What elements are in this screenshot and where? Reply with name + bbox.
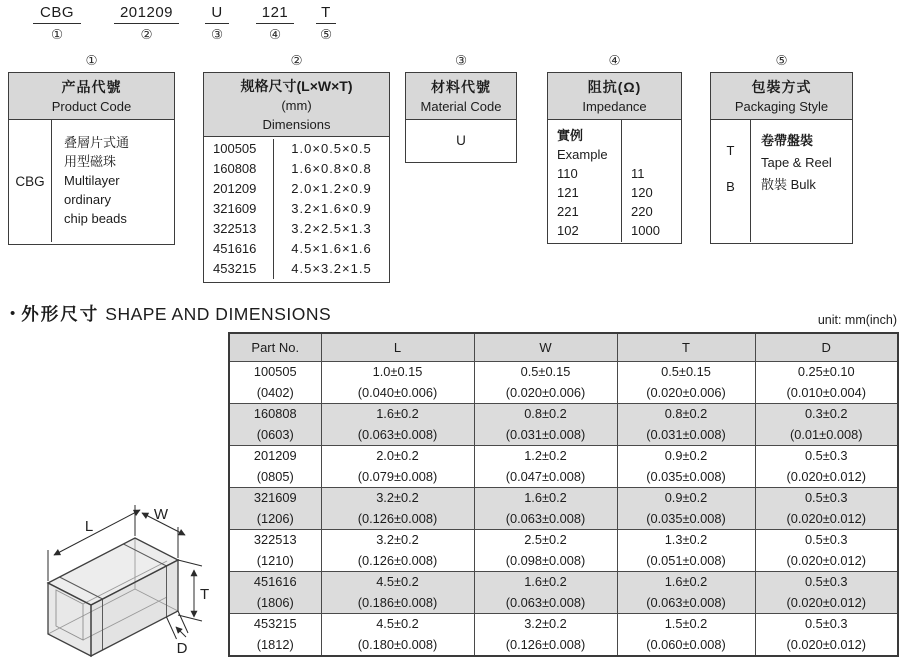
dimensions-title-en: Dimensions <box>262 116 331 132</box>
dimension-row <box>204 239 389 259</box>
circled-2: ② <box>290 53 303 68</box>
impedance-value <box>631 126 681 145</box>
code-text: 201209 <box>114 4 179 24</box>
code-text: 121 <box>256 4 294 24</box>
packaging-box <box>710 52 853 244</box>
cell-inch: (0.020±0.012) <box>786 510 867 526</box>
part-no: 100505 <box>253 364 297 379</box>
dimensions-title-zh: 规格尺寸(L×W×T) <box>240 77 353 94</box>
label-d: D <box>176 640 188 657</box>
size-code: 451616 <box>204 239 274 259</box>
product-code-title-en: Product Code <box>51 98 132 114</box>
cell-mm: 1.6±0.2 <box>524 574 567 589</box>
cell-mm: 2.0±0.2 <box>376 448 419 463</box>
packaging-desc-en: Tape & Reel <box>761 155 832 170</box>
shape-dimensions-table <box>228 332 899 657</box>
cell-mm: 0.5±0.3 <box>804 616 848 631</box>
section-title-zh: 外形尺寸 <box>21 304 100 324</box>
cell-inch: (0.040±0.006) <box>357 384 438 400</box>
impedance-value: 1000 <box>631 223 660 238</box>
dimension-row <box>204 219 389 239</box>
product-code-box <box>8 52 175 245</box>
impedance-code: 221 <box>557 204 579 219</box>
size-code: 321609 <box>204 199 274 219</box>
pkg-code: (1806) <box>256 594 294 610</box>
cell-inch: (0.126±0.008) <box>357 552 438 568</box>
pkg-code: (0805) <box>256 468 294 484</box>
cell-inch: (0.098±0.008) <box>505 552 586 568</box>
pkg-code: (0402) <box>256 384 294 400</box>
cell-mm: 1.3±0.2 <box>664 532 708 547</box>
material-title-en: Material Code <box>420 98 502 114</box>
cell-mm: 1.5±0.2 <box>664 616 708 631</box>
cell-mm: 4.5±0.2 <box>376 574 419 589</box>
circled-3: ③ <box>210 27 224 42</box>
material-title-zh: 材料代號 <box>431 78 491 95</box>
cell-mm: 0.5±0.3 <box>804 532 848 547</box>
section-title <box>10 301 331 326</box>
cell-inch: (0.063±0.008) <box>646 594 726 610</box>
cell-mm: 4.5±0.2 <box>376 616 419 631</box>
cell-inch: (0.035±0.008) <box>646 510 726 526</box>
cell-inch: (0.186±0.008) <box>357 594 438 610</box>
part-no: 453215 <box>253 616 297 631</box>
table-header-row <box>229 333 898 362</box>
packaging-code-t: T <box>726 143 735 158</box>
col-header-part-no: Part No. <box>229 333 321 362</box>
cell-mm: 0.5±0.15 <box>520 364 571 379</box>
pkg-code: (1812) <box>256 636 294 652</box>
impedance-box <box>547 52 682 244</box>
circled-2: ② <box>140 27 153 42</box>
code-text: CBG <box>33 4 81 24</box>
cell-mm: 0.5±0.15 <box>661 364 711 379</box>
cell-mm: 0.5±0.3 <box>804 490 848 505</box>
cell-inch: (0.031±0.008) <box>505 426 586 442</box>
impedance-title-en: Impedance <box>582 98 647 114</box>
dimension-row <box>204 179 389 199</box>
cell-mm: 0.8±0.2 <box>524 406 567 421</box>
packaging-code-b: B <box>726 179 735 194</box>
impedance-code: 121 <box>557 185 579 200</box>
packaging-title-zh: 包裝方式 <box>751 78 812 95</box>
cell-inch: (0.063±0.008) <box>505 594 586 610</box>
table-row <box>229 614 898 657</box>
material-code-box <box>405 52 517 163</box>
dimension-row <box>204 139 389 159</box>
cell-inch: (0.063±0.008) <box>505 510 586 526</box>
section-title-en: SHAPE AND DIMENSIONS <box>105 304 332 324</box>
product-code-value: CBG <box>9 120 52 242</box>
cell-inch: (0.047±0.008) <box>505 468 586 484</box>
size-value: 1.6×0.8×0.8 <box>291 161 372 176</box>
circled-3: ③ <box>454 53 468 68</box>
size-code: 322513 <box>204 219 274 239</box>
code-segment-packaging <box>316 4 336 43</box>
cell-inch: (0.060±0.008) <box>646 636 726 652</box>
table-row <box>229 530 898 572</box>
impedance-code: 102 <box>557 223 579 238</box>
code-segment-impedance <box>256 4 294 43</box>
impedance-code: 110 <box>557 166 578 181</box>
size-value: 4.5×1.6×1.6 <box>291 241 372 256</box>
impedance-value: 120 <box>631 185 653 200</box>
label-t: T <box>200 586 210 603</box>
material-code-value: U <box>456 132 466 148</box>
code-segment-product <box>33 4 81 43</box>
unit-label: unit: mm(inch) <box>817 313 897 327</box>
cell-inch: (0.020±0.012) <box>786 636 867 652</box>
packaging-desc-zh: 卷帶盤裝 <box>761 133 814 148</box>
col-header-l: L <box>321 333 474 362</box>
cell-mm: 0.9±0.2 <box>664 448 708 463</box>
table-row <box>229 488 898 530</box>
table-row <box>229 404 898 446</box>
label-l: L <box>84 518 94 535</box>
product-desc-line: Multilayer <box>64 173 120 188</box>
cell-inch: (0.035±0.008) <box>646 468 726 484</box>
pkg-code: (1210) <box>256 552 294 568</box>
cell-mm: 1.6±0.2 <box>664 574 708 589</box>
circled-5: ⑤ <box>775 53 788 68</box>
bullet-icon: • <box>10 305 16 322</box>
cell-mm: 0.5±0.3 <box>804 574 848 589</box>
part-no: 201209 <box>253 448 297 463</box>
size-code: 160808 <box>204 159 274 179</box>
cell-mm: 0.5±0.3 <box>804 448 848 463</box>
dimension-row <box>204 159 389 179</box>
packaging-title-en: Packaging Style <box>734 98 829 114</box>
cell-mm: 1.6±0.2 <box>524 490 567 505</box>
impedance-value: 11 <box>631 166 645 181</box>
part-no: 321609 <box>253 490 297 505</box>
pkg-code: (1206) <box>256 510 294 526</box>
product-desc-line: 叠層片式通 <box>64 135 130 150</box>
col-header-d: D <box>755 333 898 362</box>
size-value: 4.5×3.2×1.5 <box>291 261 372 276</box>
cell-mm: 0.25±0.10 <box>797 364 855 379</box>
code-text: U <box>205 4 229 24</box>
cell-inch: (0.063±0.008) <box>357 426 438 442</box>
table-row <box>229 446 898 488</box>
dimensions-box <box>203 52 390 283</box>
impedance-value <box>631 145 681 164</box>
impedance-example-en: Example <box>557 147 608 162</box>
table-row <box>229 572 898 614</box>
size-code: 453215 <box>204 259 274 279</box>
cell-inch: (0.020±0.012) <box>786 468 867 484</box>
impedance-value: 220 <box>631 204 653 219</box>
part-no: 322513 <box>253 532 297 547</box>
cell-inch: (0.020±0.012) <box>786 552 867 568</box>
cell-mm: 1.0±0.15 <box>372 364 423 379</box>
cell-inch: (0.126±0.008) <box>505 636 586 652</box>
circled-5: ⑤ <box>319 27 333 42</box>
code-segment-material <box>205 4 229 43</box>
size-value: 1.0×0.5×0.5 <box>291 141 372 156</box>
cell-mm: 1.2±0.2 <box>524 448 567 463</box>
cell-mm: 3.2±0.2 <box>376 532 419 547</box>
code-text: T <box>316 4 336 24</box>
label-w: W <box>153 506 169 523</box>
circled-4: ④ <box>608 53 621 68</box>
cell-inch: (0.01±0.008) <box>790 426 863 442</box>
shape-diagram <box>10 479 218 659</box>
cell-mm: 1.6±0.2 <box>376 406 419 421</box>
cell-inch: (0.180±0.008) <box>357 636 438 652</box>
impedance-example-zh: 實例 <box>557 128 584 143</box>
dimension-row <box>204 259 389 279</box>
cell-inch: (0.020±0.006) <box>646 384 726 400</box>
code-segment-dimensions <box>114 4 179 43</box>
pkg-code: (0603) <box>256 426 294 442</box>
size-value: 2.0×1.2×0.9 <box>291 181 372 196</box>
part-no: 451616 <box>253 574 297 589</box>
cell-inch: (0.051±0.008) <box>646 552 726 568</box>
cell-inch: (0.126±0.008) <box>357 510 438 526</box>
cell-inch: (0.020±0.012) <box>786 594 867 610</box>
cell-mm: 3.2±0.2 <box>524 616 567 631</box>
circled-1: ① <box>50 27 64 42</box>
product-desc-line: chip beads <box>64 211 127 226</box>
part-no: 160808 <box>253 406 297 421</box>
col-header-w: W <box>474 333 617 362</box>
product-desc-line: 用型磁珠 <box>64 154 117 169</box>
product-desc-line: ordinary <box>64 192 111 207</box>
size-code: 100505 <box>204 139 274 159</box>
col-header-t: T <box>617 333 755 362</box>
dimension-row <box>204 199 389 219</box>
circled-4: ④ <box>268 27 282 42</box>
cell-inch: (0.031±0.008) <box>646 426 726 442</box>
circled-1: ① <box>85 53 98 68</box>
dimensions-title-mm: (mm) <box>281 97 312 113</box>
cell-mm: 0.8±0.2 <box>664 406 708 421</box>
impedance-title-zh: 阻抗(Ω) <box>587 78 642 95</box>
packaging-desc-bulk: 散裝 Bulk <box>761 177 816 192</box>
cell-mm: 2.5±0.2 <box>524 532 567 547</box>
cell-inch: (0.020±0.006) <box>505 384 586 400</box>
size-value: 3.2×1.6×0.9 <box>291 201 372 216</box>
cell-mm: 0.3±0.2 <box>804 406 848 421</box>
size-value: 3.2×2.5×1.3 <box>291 221 372 236</box>
product-code-title-zh: 产品代號 <box>61 78 122 95</box>
cell-inch: (0.079±0.008) <box>357 468 438 484</box>
cell-mm: 0.9±0.2 <box>664 490 708 505</box>
table-row <box>229 362 898 404</box>
cell-inch: (0.010±0.004) <box>786 384 867 400</box>
size-code: 201209 <box>204 179 274 199</box>
cell-mm: 3.2±0.2 <box>376 490 419 505</box>
